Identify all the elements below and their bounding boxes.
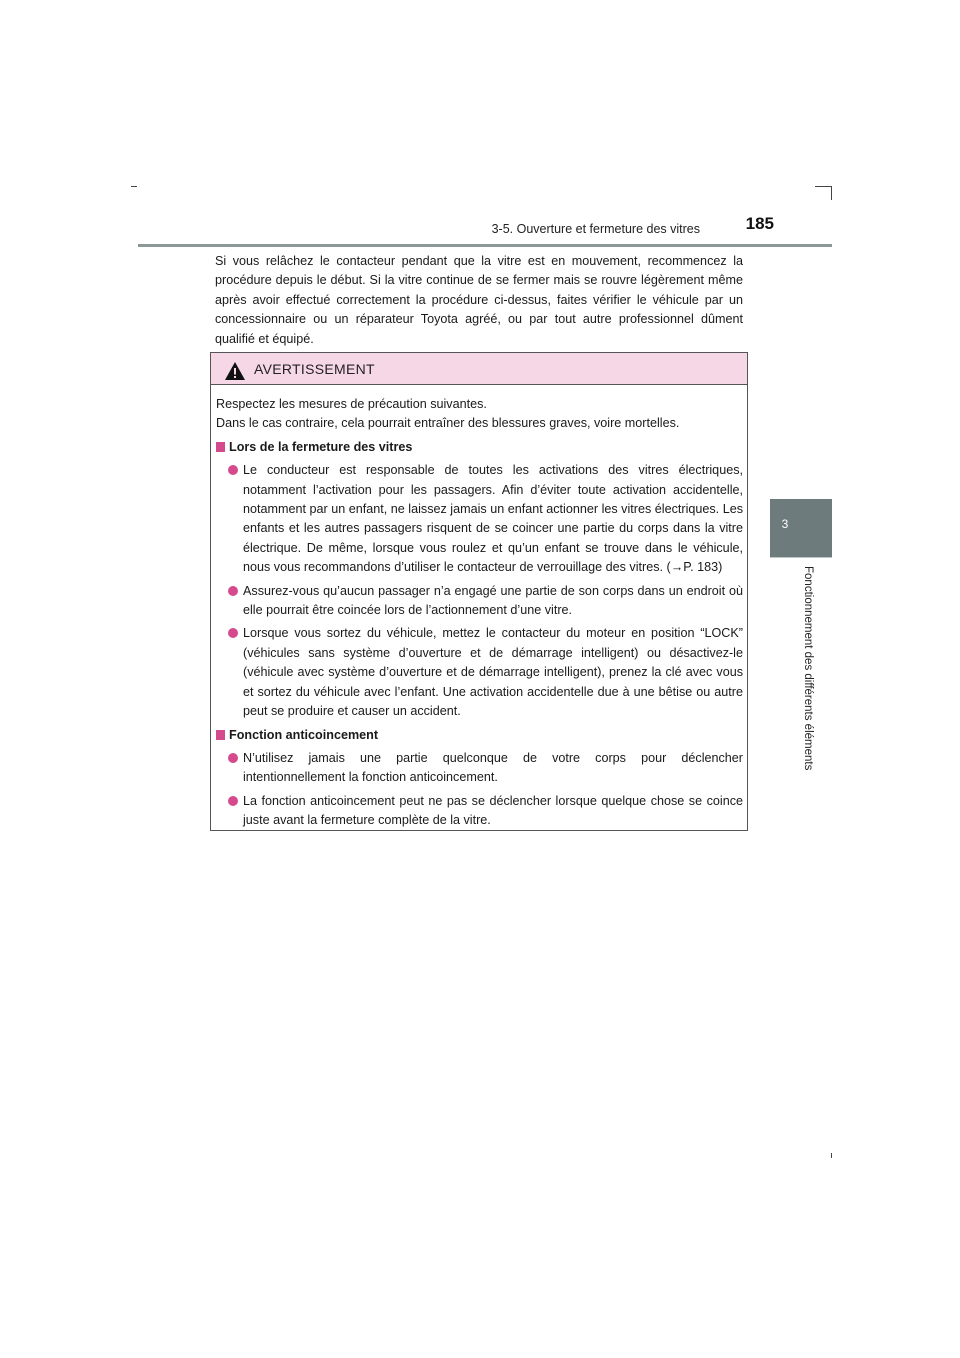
bullet-icon: [228, 796, 238, 806]
warning-body: [216, 395, 743, 831]
bullet-icon: [228, 586, 238, 596]
warning-title: AVERTISSEMENT: [254, 361, 375, 377]
chapter-label: Fonctionnement des différents éléments: [802, 566, 814, 771]
section-title: 3-5. Ouverture et fermeture des vitres: [491, 222, 700, 236]
bullet-icon: [228, 753, 238, 763]
list-item-text: La fonction anticoincement peut ne pas se déclencher lorsque quelque chose se coince juste avant la fermeture complète de la vitre.: [243, 793, 743, 828]
warning-header: [211, 353, 747, 385]
list-item: [216, 749, 743, 788]
chapter-tab-divider: [770, 557, 832, 558]
warning-intro-line-1: Respectez les mesures de précaution suivantes.: [216, 397, 487, 411]
list-item-text: Lorsque vous sortez du véhicule, mettez le contacteur du moteur en position “LOCK” (véhicules sans système d’ouverture et de démarrage intelligent) ou désactivez-le (véhicule avec système d’ouverture et de démarrage intelligent), prenez la clé avec vous et sortez du véhicule avec l’enfant. Une activation accidentelle due à une bêtise ou autre peut se produire et causer un accident.: [243, 626, 743, 719]
list-item: [216, 792, 743, 831]
header-rule: [138, 244, 832, 247]
warning-intro-line-2: Dans le cas contraire, cela pourrait entraîner des blessures graves, voire mortelles.: [216, 416, 680, 431]
crop-mark-top-right-v: [831, 186, 832, 200]
list-item-text: N’utilisez jamais une partie quelconque de votre corps pour déclencher intentionnellement la fonction anticoincement.: [243, 750, 743, 785]
list-item: [216, 582, 743, 621]
bullet-icon: [228, 628, 238, 638]
crop-mark-bottom-right: [831, 1153, 832, 1158]
chapter-number: 3: [781, 517, 789, 531]
list-item-text: Le conducteur est responsable de toutes les activations des vitres électriques, notamment l’activation pour les passagers. Afin d’éviter toute activation accidentelle, notamment par un enfant, ne laissez jamais un enfant actionner les vitres électriques. Les enfants et les autres passagers risquent de se coincer une partie du corps dans la vitre électrique. De même, lorsque vous roulez et qu’un enfant se trouve dans le véhicule, nous vous recommandons d’utiliser le contacteur de verrouillage des vitres. (→P. 183): [243, 463, 743, 575]
bullet-icon: [228, 465, 238, 475]
list-item: [216, 461, 743, 577]
section-heading-text: Lors de la fermeture des vitres: [229, 439, 413, 454]
warning-box: [210, 352, 748, 831]
crop-mark-top-right-h: [815, 186, 832, 187]
section-heading-text: Fonction anticoincement: [229, 727, 379, 742]
list-item: [216, 624, 743, 721]
warning-triangle-icon: [224, 361, 246, 381]
page-number: 185: [745, 214, 774, 233]
section-heading-closing: [216, 438, 743, 457]
list-item-text: Assurez-vous qu’aucun passager n’a engagé une partie de son corps dans un endroit où elle pourrait être coincée lors de l’actionnement d’une vitre.: [243, 583, 743, 618]
square-bullet-icon: [216, 442, 225, 452]
chapter-tab: [770, 499, 832, 557]
square-bullet-icon: [216, 730, 225, 740]
intro-paragraph: Si vous relâchez le contacteur pendant que la vitre est en mouvement, recommencez la procédure depuis le début. Si la vitre continue de se fermer mais se rouvre légèrement même après avoir effectué correctement la procédure ci-dessus, faites vérifier le véhicule par un concessionnaire ou un réparateur Toyota agréé, ou par tout autre professionnel dûment qualifié et équipé.: [215, 254, 743, 346]
crop-mark-top-left: [131, 186, 137, 187]
section-heading-jam-protection: [216, 726, 743, 745]
